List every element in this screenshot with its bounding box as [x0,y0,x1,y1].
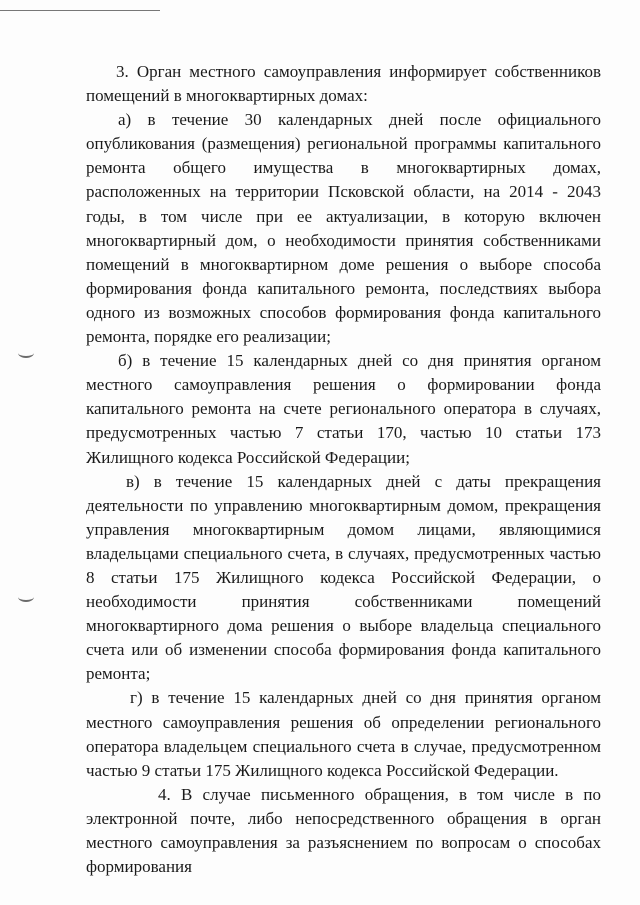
subparagraph-b: б) в течение 15 календарных дней со дня принятия органом местного самоуправления решения о формировании фонда капитального ремонта на счете регионального оператора в случаях, предусмотренных частью 7 статьи 170, частью 10 статьи 173 Жилищного кодекса Российской Федерации; [86,351,601,467]
subparagraph-a: а) в течение 30 календарных дней после официального опубликования (размещения) региональной программы капитального ремонта общего имущества в многоквартирных домах, расположенных на территории Псковской области, на 2014 - 2043 годы, в том числе при ее актуализации, в которую включен многоквартирный дом, о необходимости принятия собственниками помещений в многоквартирном доме решения о выборе способа формирования фонда капитального ремонта, последствиях выбора одного из возможных способов формирования фонда капитального ремонта, порядке его реализации; [86,110,601,347]
subparagraph-v: в) в течение 15 календарных дней с даты прекращения деятельности по управлению многоквартирным домом, прекращения управления многоквартирным домом лицами, являющимися владельцами специального счета, в случаях, предусмотренных частью 8 статьи 175 Жилищного кодекса Российской Федерации, о необходимости принятия собственниками помещений многоквартирного дома решения о выборе владельца специального счета или об изменении способа формирования фонда капитального ремонта; [86,471,601,684]
subparagraph-g: г) в течение 15 календарных дней со дня принятия органом местного самоуправления решения об определении регионального оператора владельцем специального счета в случае, предусмотренном частью 9 статьи 175 Жилищного кодекса Российской Федерации. [86,688,601,780]
binding-hole-mark [18,348,34,358]
document-body [86,60,601,879]
header-rule [0,10,160,11]
paragraph-4: 4. В случае письменного обращения, в том числе в по электронной почте, либо непосредственного обращения в орган местного самоуправления за разъяснением по вопросам о способах формирования [86,784,601,877]
paragraph-3: 3. Орган местного самоуправления информирует собственников помещений в многоквартирных домах: [86,62,601,106]
binding-hole-mark [18,592,34,602]
